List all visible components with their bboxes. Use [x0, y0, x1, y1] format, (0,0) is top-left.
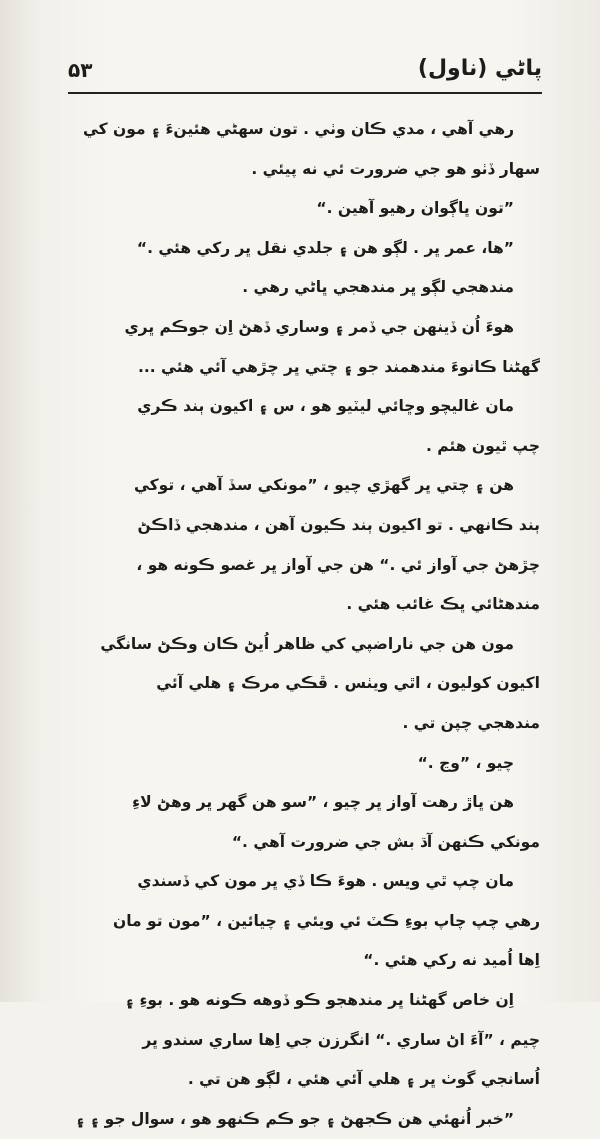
- text-line: چيم ، ”آءَ اڻ ساري .“ انگرزن جي اِها ساري سندو ڀر: [142, 1030, 540, 1049]
- text-line: اُسانجي گوٺ ڀر ۽ هلي آئي هئي ، لڳو هن تي .: [187, 1070, 540, 1089]
- text-line: ”خبر اُنهئي هن ڪجهڻ ۽ جو ڪم ڪنهو هو ، سوال جو ۽ ۽: [75, 1109, 514, 1128]
- text-line: چپ ٿيون هئم .: [426, 436, 540, 455]
- page-number: ۵۳: [68, 58, 93, 82]
- text-line: هن ڀاڙ رهت آواز ڀر چيو ، ”سو هن گهر ڀر وهڻ لاءِ: [132, 793, 514, 812]
- header-rule: [68, 92, 542, 94]
- text-line: مان غاليچو وڇائي ليٽيو هو ، س ۽ اکيون ٻند ڪري: [137, 397, 514, 416]
- text-line: اکيون کوليون ، اٿي ويٺس . ڦڪي مرڪ ۽ هلي آئي: [156, 674, 540, 693]
- page-header: [68, 52, 542, 86]
- running-title: پاڻي (ناول): [417, 56, 542, 81]
- text-line: گهڻنا ڪانوءَ مندهمند جو ۽ چتي ڀر چڙهي آئي هئي ...: [138, 357, 540, 376]
- text-line: ”تون ڀاڳوان رهيو آهين .“: [316, 199, 514, 218]
- body-text: [70, 110, 540, 1139]
- text-line: مونکي ڪنهن آڌ بش جي ضرورت آهي .“: [231, 832, 540, 851]
- text-line: رهي چپ چاپ بوءِ ڪٽ ئي ويئي ۽ چيائين ، ”مون تو مان: [112, 911, 540, 930]
- text-line: ”ها، عمر ڀر . لڳو هن ۽ جلدي نقل ڀر رکي هئي .“: [136, 238, 514, 257]
- text-line: مندهڻائي ڀڪ غائب هئي .: [346, 595, 540, 614]
- page-gutter-shadow: [0, 0, 40, 1002]
- text-line: هوءَ اُن ڏينهن جي ڏمر ۽ وساري ڏهڻ اِن جوڪم ڀري: [124, 317, 514, 336]
- text-line: هن ۽ چتي ڀر گهڙي چيو ، ”مونکي سڏ آهي ، توکي: [133, 476, 514, 495]
- text-line: ٻند ڪانهي . تو اکيون ٻند ڪيون آهن ، مندهجي ڏاڪڻ: [137, 515, 540, 534]
- text-line: مندهجي لڳو ڀر مندهجي ڀاڻي رهي .: [242, 278, 514, 297]
- text-line: چڙهڻ جي آواز ئي .“ هن جي آواز ڀر غصو ڪونه هو ،: [136, 555, 540, 574]
- text-line: سهار ڏٺو هو جي ضرورت ئي نه پيئي .: [251, 159, 540, 178]
- text-line: مندهجي چپن تي .: [402, 713, 540, 732]
- text-line: رهي آهي ، مدي ڪان وٺي . تون سهڻي هئينءَ ۽ مون کي: [82, 120, 514, 138]
- text-line: مان چپ ٿي ويس . هوءَ ڪا ڏي ڀر مون کي ڏسندي: [137, 872, 514, 891]
- text-line: اِها اُميد نه رکي هئي .“: [363, 951, 540, 970]
- text-line: چيو ، ”وڃ .“: [417, 753, 514, 772]
- text-line: اِن خاص گهڻنا ڀر مندهجو ڪو ڏوهه ڪونه هو . بوءِ ۽: [125, 991, 514, 1010]
- text-line: مون هن جي ناراضپي کي ظاهر اُيڻ ڪان وڪڻ سانگي: [100, 634, 514, 653]
